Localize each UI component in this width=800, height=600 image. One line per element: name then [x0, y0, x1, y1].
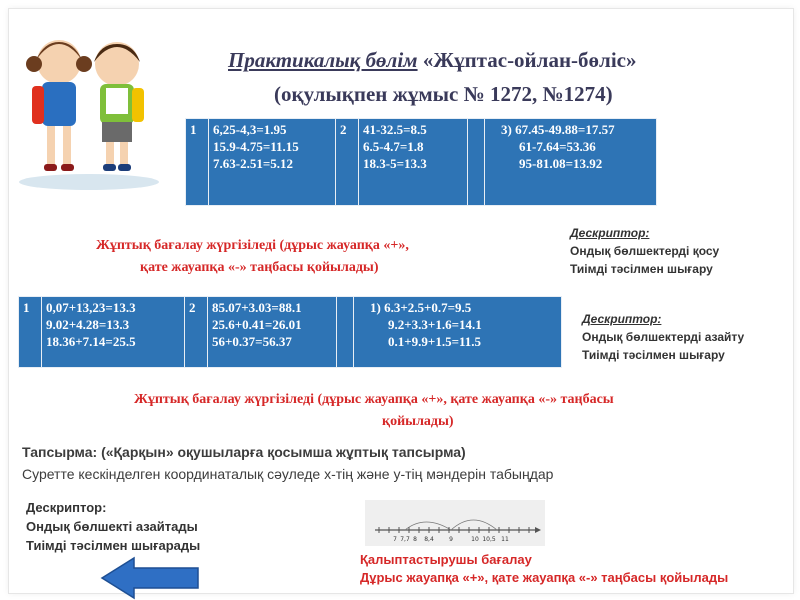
- t1-col-2: 41-32.5=8.5 6.5-4.7=1.8 18.3-5=13.3: [359, 119, 468, 206]
- coordinate-ray-image: [365, 500, 545, 546]
- descriptor-1-item: Ондық бөлшектерді қосу: [570, 244, 720, 258]
- number-line-label: 9: [449, 536, 453, 543]
- eval2-line2: қойылады): [382, 414, 454, 429]
- formative-text: Дұрыс жауапқа «+», қате жауапқа «-» таңбасы қойылады: [360, 570, 729, 585]
- eval1-line1: Жұптық бағалау жүргізіледі (дұрыс жауапқа «+»,: [96, 238, 409, 253]
- answers-table-1: [185, 118, 657, 206]
- back-arrow-icon[interactable]: [100, 556, 200, 600]
- number-line-label: 7: [393, 536, 397, 543]
- t2-col-1: 0,07+13,23=13.3 9.02+4.28=13.3 18.36+7.14=25.5: [42, 297, 185, 368]
- descriptor-2-item: Ондық бөлшектерді азайту: [582, 330, 745, 344]
- descriptor-1: [570, 224, 719, 278]
- t2-col-2: 85.07+3.03=88.1 25.6+0.41=26.01 56+0.37=56.37: [208, 297, 337, 368]
- t2-num-1: 1: [19, 297, 42, 368]
- number-line-label: 8,4: [424, 536, 434, 543]
- number-line-label: 10: [471, 536, 479, 543]
- descriptor-3-heading: Дескриптор:: [26, 500, 107, 515]
- descriptor-2-item: Тиімді тәсілмен шығару: [582, 348, 725, 362]
- number-line-label: 11: [501, 536, 509, 543]
- task-heading: Тапсырма: («Қарқын» оқушыларға қосымша жұптық тапсырма): [22, 444, 466, 460]
- descriptor-1-item: Тиімді тәсілмен шығару: [570, 262, 713, 276]
- answers-table-2: [18, 296, 562, 368]
- number-line-label: 10,5: [482, 536, 496, 543]
- descriptor-2-heading: Дескриптор:: [582, 312, 662, 326]
- descriptor-2: [582, 310, 744, 364]
- title-underlined: Практикалық бөлім: [228, 48, 418, 72]
- eval2-line1: Жұптық бағалау жүргізіледі (дұрыс жауапқа «+», қате жауапқа «-» таңбасы: [134, 392, 614, 407]
- children-illustration: [14, 14, 164, 192]
- t2-spacer: [337, 297, 354, 368]
- t1-num-2: 2: [336, 119, 359, 206]
- descriptor-3-item: Ондық бөлшекті азайтады: [26, 519, 198, 534]
- number-line-label: 8: [413, 536, 417, 543]
- t1-num-1: 1: [186, 119, 209, 206]
- t1-spacer: [468, 119, 485, 206]
- t1-col-1: 6,25-4,3=1.95 15.9-4.75=11.15 7.63-2.51=5.12: [209, 119, 336, 206]
- descriptor-3-item: Тиімді тәсілмен шығарады: [26, 538, 201, 553]
- number-line-label: 7,7: [400, 536, 410, 543]
- task-text: Суретте кескінделген координаталық сәуледе х-тің және у-тің мәндерін табыңдар: [22, 466, 554, 482]
- page-subtitle: (оқулықпен жұмыс № 1272, №1274): [274, 82, 613, 106]
- descriptor-1-heading: Дескриптор:: [570, 226, 650, 240]
- eval1-line2: қате жауапқа «-» таңбасы қойылады): [140, 260, 379, 275]
- formative-title: Қалыптастырушы бағалау: [360, 552, 532, 567]
- page-title: [228, 48, 636, 73]
- t2-num-2: 2: [185, 297, 208, 368]
- t1-col-3: 3) 67.45-49.88=17.57 61-7.64=53.36 95-81.08=13.92: [485, 119, 657, 206]
- t2-col-3: 1) 6.3+2.5+0.7=9.5 9.2+3.3+1.6=14.1 0.1+9.9+1.5=11.5: [354, 297, 562, 368]
- title-rest: «Жұптас-ойлан-бөліс»: [417, 48, 637, 72]
- descriptor-3: [26, 498, 200, 555]
